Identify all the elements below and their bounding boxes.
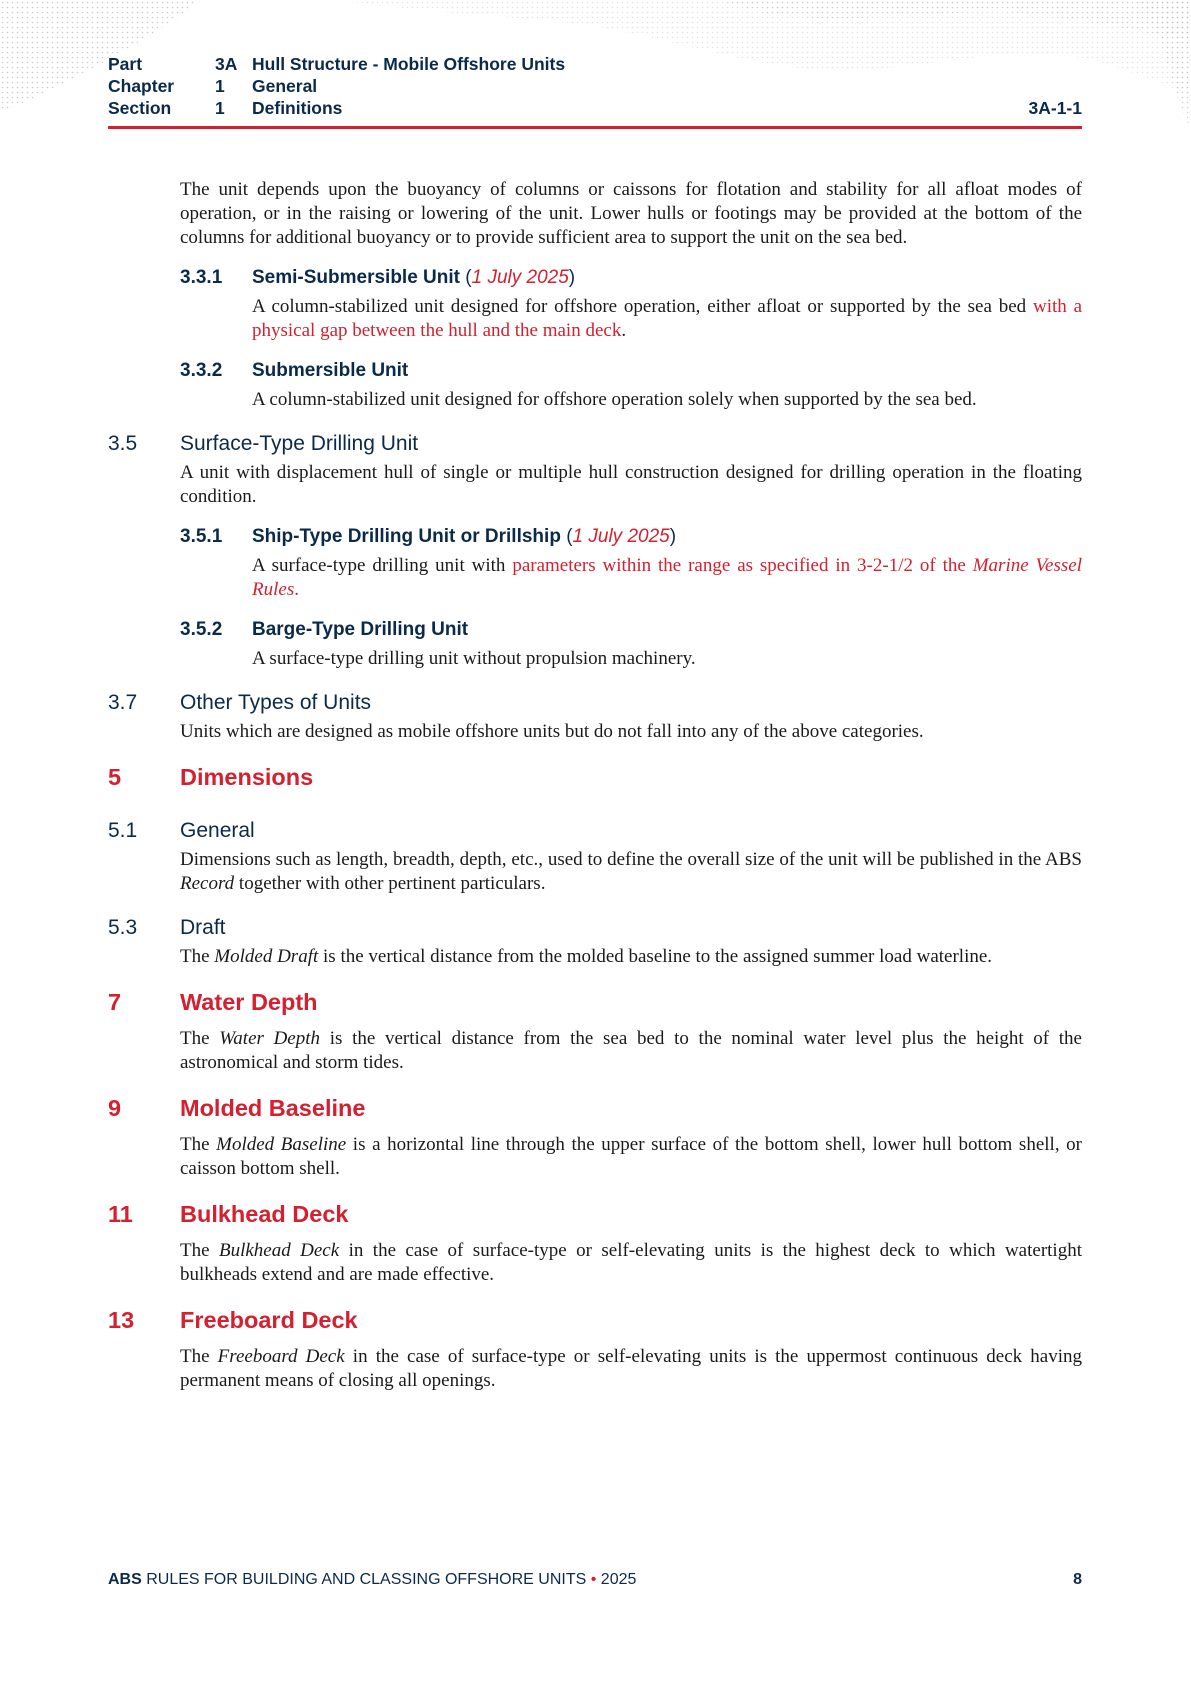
definition-9: The Molded Baseline is a horizontal line through the upper surface of the bottom shell, lower hull bottom shell, or caisson bottom shell. [180, 1134, 1082, 1179]
definition-3-3-1: A column-stabilized unit designed for offshore operation, either afloat or supported by the sea bed with a physical gap between the hull and the main deck. [252, 296, 1082, 341]
section-number: 1 [215, 98, 225, 118]
definition-5-1: Dimensions such as length, breadth, depth, etc., used to define the overall size of the unit will be published in the ABS Record together with other pertinent particulars. [180, 849, 1082, 894]
heading-5-3: 5.3 Draft [108, 916, 226, 939]
heading-3-3-2: 3.3.2 Submersible Unit [180, 360, 409, 381]
definition-5-3: The Molded Draft is the vertical distance from the molded baseline to the assigned summer load waterline. [180, 946, 993, 967]
page-footer [108, 1571, 1082, 1589]
heading-3-5: 3.5 Surface-Type Drilling Unit [108, 432, 419, 455]
heading-11-bulkhead-deck: 11 Bulkhead Deck [108, 1201, 349, 1227]
part-label: Part [108, 54, 143, 74]
heading-number: 3.3.1 [180, 267, 223, 288]
revised-text: parameters within the range as specified in 3-2-1/2 of the Marine Vessel Rules. [252, 555, 1082, 600]
heading-5-dimensions: 5 Dimensions [108, 764, 314, 790]
heading-3-7: 3.7 Other Types of Units [108, 691, 372, 714]
footer-title: RULES FOR BUILDING AND CLASSING OFFSHORE UNITS [141, 1571, 591, 1588]
revised-text: with a physical gap between the hull and the main deck [252, 296, 1082, 341]
footer-brand: ABS [108, 1571, 142, 1588]
definition-3-7: Units which are designed as mobile offshore units but do not fall into any of the above categories. [180, 721, 924, 742]
heading-3-5-1: 3.5.1 Ship-Type Drilling Unit or Drillship (1 July 2025) [180, 526, 677, 547]
running-header [108, 54, 1082, 120]
section-reference: 3A-1-1 [1028, 98, 1082, 118]
definition-11: The Bulkhead Deck in the case of surface-type or self-elevating units is the highest deck to which watertight bulkheads extend and are made effective. [180, 1240, 1082, 1285]
heading-9-molded-baseline: 9 Molded Baseline [108, 1095, 366, 1121]
definition-13: The Freeboard Deck in the case of surface-type or self-elevating units is the uppermost continuous deck having permanent means of closing all openings. [180, 1346, 1082, 1391]
definition-7: The Water Depth is the vertical distance from the sea bed to the nominal water level plus the height of the astronomical and storm tides. [180, 1028, 1082, 1073]
section-title: Definitions [252, 98, 343, 118]
definition-3-5-1: A surface-type drilling unit with parameters within the range as specified in 3-2-1/2 of the Marine Vessel Rules. [252, 555, 1082, 600]
page-number: 8 [1073, 1571, 1082, 1588]
heading-3-3-1 [180, 267, 1082, 291]
heading-7-water-depth: 7 Water Depth [108, 989, 318, 1015]
part-number: 3A [215, 54, 238, 74]
intro-paragraph: The unit depends upon the buoyancy of columns or caissons for flotation and stability for all afloat modes of operation, or in the raising or lowering of the unit. Lower hulls or footings may be provided at the bottom of the columns for additional buoyancy or to provide sufficient area to support the unit on the sea bed. [180, 179, 1082, 248]
heading-title: Semi-Submersible Unit (1 July 2025) [252, 267, 576, 288]
section-label: Section [108, 98, 172, 118]
heading-3-5-2: 3.5.2 Barge-Type Drilling Unit [180, 619, 469, 640]
part-title: Hull Structure - Mobile Offshore Units [252, 54, 566, 74]
heading-13-freeboard-deck: 13 Freeboard Deck [108, 1307, 358, 1333]
chapter-number: 1 [215, 76, 225, 96]
heading-5-1: 5.1 General [108, 819, 255, 842]
chapter-title: General [252, 76, 318, 96]
revision-date: 1 July 2025 [572, 526, 670, 547]
footer-year: 2025 [596, 1571, 637, 1588]
page-body [108, 178, 1082, 1393]
definition-3-5-2: A surface-type drilling unit without propulsion machinery. [252, 648, 696, 669]
footer-separator: • [590, 1571, 597, 1588]
definition-3-5: A unit with displacement hull of single or multiple hull construction designed for drilling operation in the floating condition. [180, 462, 1082, 507]
header-rule [108, 126, 1082, 129]
revision-date: 1 July 2025 [471, 267, 569, 288]
chapter-label: Chapter [108, 76, 175, 96]
definition-3-3-2: A column-stabilized unit designed for offshore operation solely when supported by the sea bed. [252, 389, 977, 410]
